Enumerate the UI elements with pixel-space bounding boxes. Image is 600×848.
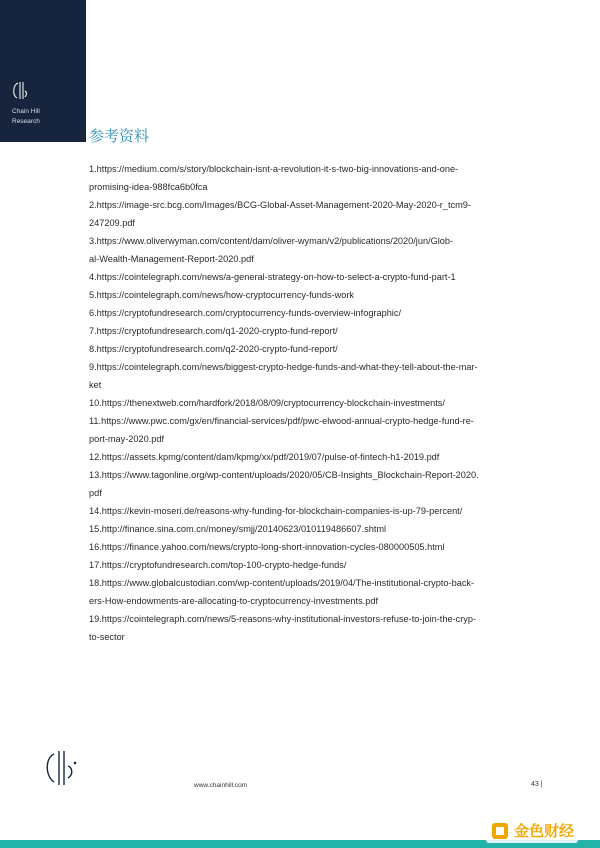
reference-line: 247209.pdf <box>89 218 135 228</box>
reference-list <box>89 160 529 646</box>
reference-line: port-may-2020.pdf <box>89 434 165 444</box>
brand-header-block <box>0 0 86 142</box>
reference-line: 10.https://thenextweb.com/hardfork/2018/08/09/cryptocurrency-blockchain-investments/ <box>89 398 445 408</box>
page-number: 43 | <box>531 781 543 788</box>
section-title: 参考资料 <box>89 127 150 145</box>
watermark-text: 金色财经 <box>514 822 575 840</box>
chain-hill-logo-icon <box>10 80 32 102</box>
reference-line: 17.https://cryptofundresearch.com/top-100-crypto-hedge-funds/ <box>89 560 347 570</box>
reference-line: 19.https://cointelegraph.com/news/5-reasons-why-institutional-investors-refuse-to-join-the-cryp- <box>89 614 477 624</box>
reference-line: promising-idea-988fca6b0fca <box>89 182 208 192</box>
reference-line: 7.https://cryptofundresearch.com/q1-2020-crypto-fund-report/ <box>89 326 338 336</box>
brand-name <box>12 107 40 127</box>
brand-name-line2: Research <box>12 118 40 125</box>
reference-line: 1.https://medium.com/s/story/blockchain-isnt-a-revolution-it-s-two-big-innovations-and-one- <box>89 164 459 174</box>
reference-line: to-sector <box>89 632 125 642</box>
watermark <box>486 818 578 843</box>
reference-line: ket <box>89 380 102 390</box>
reference-line: 18.https://www.globalcustodian.com/wp-content/uploads/2019/04/The-institutional-crypto-back- <box>89 578 475 588</box>
jinse-finance-logo-icon <box>490 821 510 841</box>
reference-line: 11.https://www.pwc.com/gx/en/financial-services/pdf/pwc-elwood-annual-crypto-hedge-fund-re- <box>89 416 474 426</box>
reference-line: ers-How-endowments-are-allocating-to-cryptocurrency-investments.pdf <box>89 596 379 606</box>
brand-name-line1: Chain Hill <box>12 108 40 115</box>
reference-line: al-Wealth-Management-Report-2020.pdf <box>89 254 254 264</box>
reference-line: 12.https://assets.kpmg/content/dam/kpmg/xx/pdf/2019/07/pulse-of-fintech-h1-2019.pdf <box>89 452 440 462</box>
reference-line: 6.https://cryptofundresearch.com/cryptocurrency-funds-overview-infographic/ <box>89 308 401 318</box>
reference-line: 5.https://cointelegraph.com/news/how-cryptocurrency-funds-work <box>89 290 355 300</box>
reference-line: 8.https://cryptofundresearch.com/q2-2020-crypto-fund-report/ <box>89 344 338 354</box>
reference-line: 3.https://www.oliverwyman.com/content/dam/oliver-wyman/v2/publications/2020/jun/Glob- <box>89 236 454 246</box>
footer-url: www.chainhill.com <box>194 782 248 789</box>
reference-line: 13.https://www.tagonline.org/wp-content/uploads/2020/05/CB-Insights_Blockchain-Report-2020. <box>89 470 479 480</box>
reference-line: 14.https://kevin-moseri.de/reasons-why-funding-for-blockchain-companies-is-up-79-percent/ <box>89 506 463 516</box>
reference-line: 16.https://finance.yahoo.com/news/crypto-long-short-innovation-cycles-080000505.html <box>89 542 445 552</box>
reference-line: 2.https://image-src.bcg.com/Images/BCG-Global-Asset-Management-2020-May-2020-r_tcm9- <box>89 200 471 210</box>
chain-hill-logo-icon <box>42 748 82 788</box>
reference-line: pdf <box>89 488 102 498</box>
reference-line: 15.http://finance.sina.com.cn/money/smjj/20140623/010119486607.shtml <box>89 524 387 534</box>
reference-line: 9.https://cointelegraph.com/news/biggest-crypto-hedge-funds-and-what-they-tell-about-the-mar- <box>89 362 478 372</box>
reference-line: 4.https://cointelegraph.com/news/a-general-strategy-on-how-to-select-a-crypto-fund-part-1 <box>89 272 456 282</box>
